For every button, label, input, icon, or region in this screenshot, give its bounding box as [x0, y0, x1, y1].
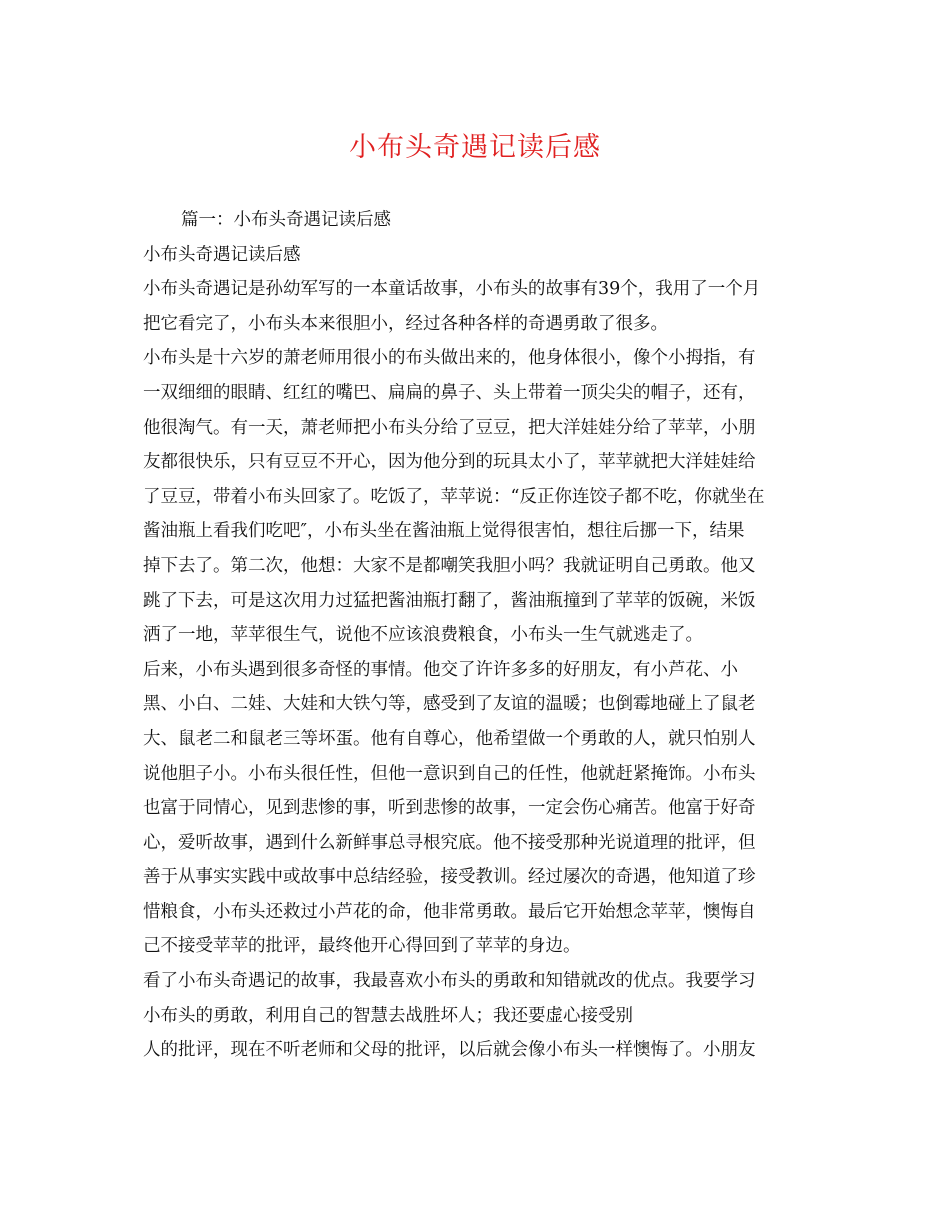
text-line: 己不接受苹苹的批评，最终他开心得回到了苹苹的身边。	[143, 936, 581, 957]
text-line: 心，爱听故事，遇到什么新鲜事总寻根究底。他不接受那种光说道理的批评，但	[143, 832, 756, 853]
text-line: 酱油瓶上看我们吃吧″，小布头坐在酱油瓶上觉得很害怕，想往后挪一下，结果	[143, 521, 745, 542]
text-line: 也富于同情心，见到悲惨的事，听到悲惨的故事，一定会伤心痛苦。他富于好奇	[143, 798, 756, 819]
text-line: 把它看完了，小布头本来很胆小，经过各种各样的奇遇勇敢了很多。	[143, 313, 668, 334]
text-line: 黑、小白、二娃、大娃和大铁勺等，感受到了友谊的温暖；也倒霉地碰上了鼠老	[143, 694, 756, 715]
text-line: 他很淘气。有一天，萧老师把小布头分给了豆豆，把大洋娃娃分给了苹苹，小朋	[143, 417, 756, 438]
text-line: 洒了一地，苹苹很生气，说他不应该浪费粮食，小布头一生气就逃走了。	[143, 625, 703, 646]
text-line: 一双细细的眼睛、红红的嘴巴、扁扁的鼻子、头上带着一顶尖尖的帽子，还有，	[143, 382, 756, 403]
document-title: 小布头奇遇记读后感	[349, 132, 601, 163]
text-line: 看了小布头奇遇记的故事，我最喜欢小布头的勇敢和知错就改的优点。我要学习	[143, 971, 756, 992]
text-line: 说他胆子小。小布头很任性，但他一意识到自己的任性，他就赶紧掩饰。小布头	[143, 763, 756, 784]
text-line: 大、鼠老二和鼠老三等坏蛋。他有自尊心，他希望做一个勇敢的人，就只怕别人	[143, 728, 756, 749]
text-line: 跳了下去，可是这次用力过猛把酱油瓶打翻了，酱油瓶撞到了苹苹的饭碗，米饭	[143, 590, 756, 611]
text-line: 人的批评，现在不听老师和父母的批评，以后就会像小布头一样懊悔了。小朋友	[143, 1040, 756, 1061]
text-line: 小布头奇遇记是孙幼军写的一本童话故事，小布头的故事有39个，我用了一个月	[143, 279, 761, 300]
text-line: 善于从事实实践中或故事中总结经验，接受教训。经过屡次的奇遇，他知道了珍	[143, 867, 756, 888]
subtitle-line: 小布头奇遇记读后感	[143, 244, 301, 265]
text-line: 惜粮食，小布头还救过小芦花的命，他非常勇敢。最后它开始想念苹苹，懊悔自	[143, 901, 756, 922]
text-line: 小布头是十六岁的萧老师用很小的布头做出来的，他身体很小，像个小拇指，有	[143, 348, 756, 369]
text-line: 掉下去了。第二次，他想：大家不是都嘲笑我胆小吗？我就证明自己勇敢。他又	[143, 555, 756, 576]
section-heading: 篇一：小布头奇遇记读后感	[181, 210, 391, 230]
document-body	[143, 203, 813, 1068]
text-line: 了豆豆，带着小布头回家了。吃饭了，苹苹说：“反正你连饺子都不吃，你就坐在	[143, 486, 765, 507]
text-line: 小布头的勇敢，利用自己的智慧去战胜坏人；我还要虚心接受别	[143, 1005, 633, 1026]
text-line: 后来，小布头遇到很多奇怪的事情。他交了许许多多的好朋友，有小芦花、小	[143, 659, 738, 680]
text-line: 友都很快乐，只有豆豆不开心，因为他分到的玩具太小了，苹苹就把大洋娃娃给	[143, 452, 756, 473]
